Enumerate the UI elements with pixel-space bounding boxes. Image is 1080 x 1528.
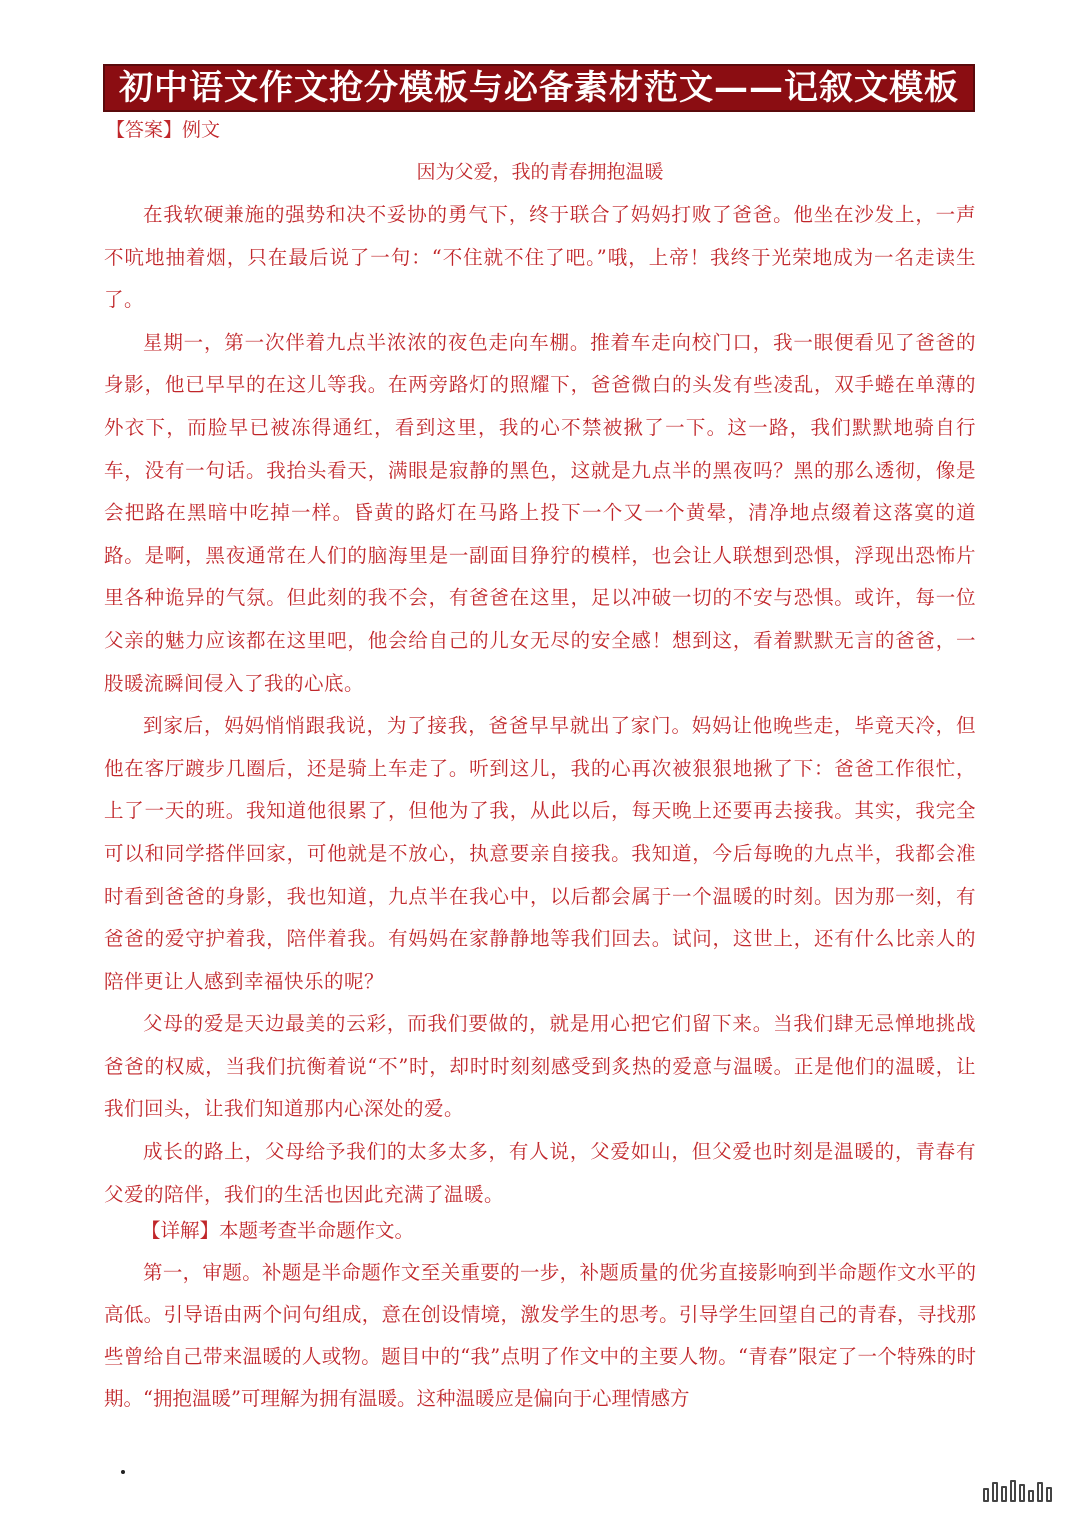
essay-paragraph: 到家后，妈妈悄悄跟我说，为了接我，爸爸早早就出了家门。妈妈让他晚些走，毕竟天冷，但他在客厅踱步几圈后，还是骑上车走了。听到这儿，我的心再次被狠狠地揪了下：爸爸工作很忙，上了一天的班。我知道他很累了，但他为了我，从此以后，每天晚上还要再去接我。其实，我完全可以和同学搭伴回家，可他就是不放心，执意要亲自接我。我知道，今后每晚的九点半，我都会准时看到爸爸的身影，我也知道，九点半在我心中，以后都会属于一个温暖的时刻。因为那一刻，有爸爸的爱守护着我，陪伴着我。有妈妈在家静静地等我们回去。试问，这世上，还有什么比亲人的陪伴更让人感到幸福快乐的呢？ (104, 714, 976, 993)
essay-body (104, 194, 976, 1216)
detail-paragraph: 第一，审题。补题是半命题作文至关重要的一步，补题质量的优劣直接影响到半命题作文水平的高低。引导语由两个问句组成，意在创设情境，激发学生的思考。引导学生回望自己的青春，寻找那些曾给自己带来温暖的人或物。题目中的“我”点明了作文中的主要人物。“青春”限定了一个特殊的时期。“拥抱温暖”可理解为拥有温暖。这种温暖应是偏向于心理情感方 (104, 1261, 976, 1410)
essay-paragraph: 星期一，第一次伴着九点半浓浓的夜色走向车棚。推着车走向校门口，我一眼便看见了爸爸的身影，他已早早的在这儿等我。在两旁路灯的照耀下，爸爸微白的头发有些凌乱，双手蜷在单薄的外衣下，而脸早已被冻得通红，看到这里，我的心不禁被揪了一下。这一路，我们默默地骑自行车，没有一句话。我抬头看天，满眼是寂静的黑色，这就是九点半的黑夜吗？黑的那么透彻，像是会把路在黑暗中吃掉一样。昏黄的路灯在马路上投下一个又一个黄晕，清净地点缀着这落寞的道路。是啊，黑夜通常在人们的脑海里是一副面目狰狞的模样，也会让人联想到恐惧，浮现出恐怖片里各种诡异的气氛。但此刻的我不会，有爸爸在这里，足以冲破一切的不安与恐惧。或许，每一位父亲的魅力应该都在这里吧，他会给自己的儿女无尽的安全感！想到这，看着默默无言的爸爸，一股暖流瞬间侵入了我的心底。 (104, 330, 976, 695)
bullet-dot (121, 1470, 125, 1474)
essay-title: 因为父爱，我的青春拥抱温暖 (416, 161, 664, 183)
essay-paragraph: 父母的爱是天边最美的云彩，而我们要做的，就是用心把它们留下来。当我们肆无忌惮地挑战爸爸的权威，当我们抗衡着说“不”时，却时时刻刻感受到炙热的爱意与温暖。正是他们的温暖，让我们回头，让我们知道那内心深处的爱。 (104, 1012, 976, 1121)
answer-tag: 【答案】例文 (106, 119, 221, 141)
essay-paragraph: 成长的路上，父母给予我们的太多太多，有人说，父爱如山，但父爱也时刻是温暖的，青春有父爱的陪伴，我们的生活也因此充满了温暖。 (104, 1140, 976, 1206)
essay-paragraph: 在我软硬兼施的强势和决不妥协的勇气下，终于联合了妈妈打败了爸爸。他坐在沙发上，一声不吭地抽着烟，只在最后说了一句：“不住就不住了吧。”哦，上帝！我终于光荣地成为一名走读生了。 (104, 203, 976, 312)
detail-section (104, 1210, 976, 1420)
watermark-bars-icon (983, 1478, 1052, 1502)
detail-label: 【详解】本题考查半命题作文。 (141, 1219, 415, 1242)
banner-title: 初中语文作文抢分模板与必备素材范文——记叙文模板 (103, 64, 975, 112)
